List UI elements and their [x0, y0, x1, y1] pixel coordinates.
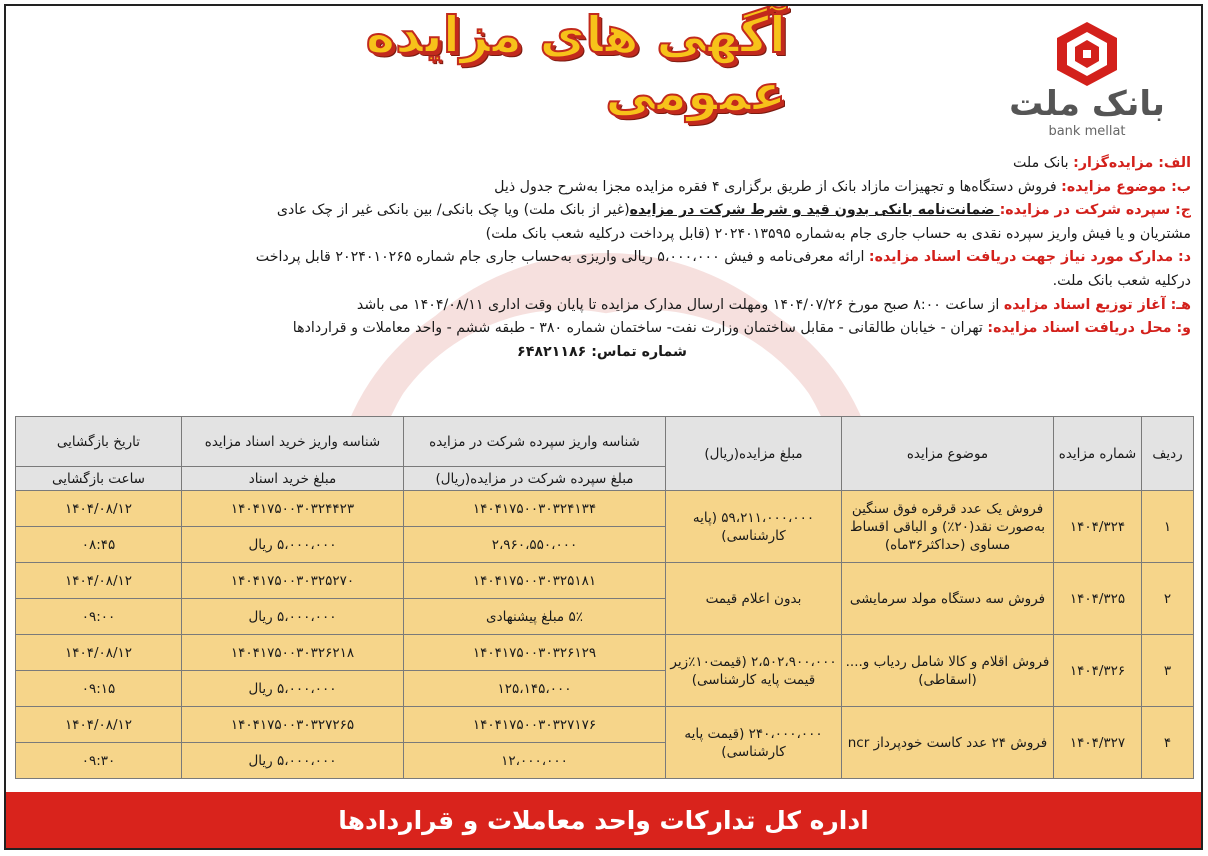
cell-radif: ۳	[1142, 635, 1194, 707]
detail-distribution	[13, 294, 1191, 318]
cell-radif: ۴	[1142, 707, 1194, 779]
cell-deposit-amount: ۵٪ مبلغ پیشنهادی	[404, 599, 666, 635]
documents-label: د: مدارک مورد نیاز جهت دریافت اسناد مزایده:	[868, 249, 1191, 266]
col-header-purchase-amount: مبلغ خرید اسناد	[182, 467, 404, 491]
cell-open-time: ۰۹:۱۵	[16, 671, 182, 707]
detail-deposit-cont	[13, 223, 1191, 247]
footer-banner	[6, 792, 1201, 848]
header	[6, 6, 1201, 148]
documents-value-continued: درکلیه شعب بانک ملت.	[1052, 272, 1191, 289]
deposit-label: ج: سپرده شرکت در مزایده:	[999, 202, 1191, 219]
col-header-open-time: ساعت بازگشایی	[16, 467, 182, 491]
distribution-label: هـ: آغاز توزیع اسناد مزایده	[1003, 296, 1191, 313]
col-header-purchase-id: شناسه واریز خرید اسناد مزایده	[182, 417, 404, 467]
subject-label: ب: موضوع مزایده:	[1061, 178, 1191, 195]
cell-deposit-id: ۱۴۰۴۱۷۵۰۰۳۰۳۲۶۱۲۹	[404, 635, 666, 671]
detail-location	[13, 317, 1191, 341]
documents-value: ارائه معرفی‌نامه و فیش ۵،۰۰۰،۰۰۰ ریالی واریزی به‌حساب جاری جام شماره ۲۰۲۴۰۱۰۲۶۵ قابل پرداخت	[255, 249, 869, 266]
cell-deposit-id: ۱۴۰۴۱۷۵۰۰۳۰۳۲۷۱۷۶	[404, 707, 666, 743]
cell-purchase-id: ۱۴۰۴۱۷۵۰۰۳۰۳۲۷۲۶۵	[182, 707, 404, 743]
bank-mellat-logo-icon	[1053, 20, 1121, 88]
cell-radif: ۱	[1142, 491, 1194, 563]
cell-auction-number: ۱۴۰۴/۳۲۵	[1054, 563, 1142, 635]
cell-open-date: ۱۴۰۴/۰۸/۱۲	[16, 491, 182, 527]
subject-value: فروش دستگاه‌ها و تجهیزات مازاد بانک از طریق برگزاری ۴ فقره مزایده مجزا به‌شرح جدول ذیل	[494, 178, 1062, 195]
cell-open-time: ۰۹:۳۰	[16, 743, 182, 779]
footer-text: اداره کل تدارکات واحد معاملات و قراردادها	[338, 805, 869, 835]
table-row	[16, 707, 1194, 743]
cell-purchase-id: ۱۴۰۴۱۷۵۰۰۳۰۳۲۵۲۷۰	[182, 563, 404, 599]
auction-table	[15, 416, 1194, 779]
cell-subject: فروش یک عدد قرقره فوق سنگین به‌صورت نقد(۲۰٪) و الباقی اقساط مساوی (حداکثر۳۶ماه)	[842, 491, 1054, 563]
table-row	[16, 491, 1194, 527]
detail-deposit	[13, 199, 1191, 223]
col-header-deposit-amount: مبلغ سپرده شرکت در مزایده(ریال)	[404, 467, 666, 491]
cell-purchase-amount: ۵،۰۰۰،۰۰۰ ریال	[182, 599, 404, 635]
cell-open-date: ۱۴۰۴/۰۸/۱۲	[16, 563, 182, 599]
cell-open-time: ۰۹:۰۰	[16, 599, 182, 635]
deposit-value: (غیر از بانک ملت) ویا چک بانکی/ بین بانکی غیر از چک عادی	[276, 202, 630, 219]
logo-text-fa: بانک ملت	[1009, 84, 1165, 124]
cell-deposit-id: ۱۴۰۴۱۷۵۰۰۳۰۳۲۵۱۸۱	[404, 563, 666, 599]
cell-open-time: ۰۸:۴۵	[16, 527, 182, 563]
logo-text-en: bank mellat	[1048, 124, 1126, 139]
cell-auction-number: ۱۴۰۴/۳۲۴	[1054, 491, 1142, 563]
banner	[216, 6, 786, 122]
cell-amount: ۲۴۰،۰۰۰،۰۰۰ (قیمت پایه کارشناسی)	[666, 707, 842, 779]
cell-purchase-id: ۱۴۰۴۱۷۵۰۰۳۰۳۲۶۲۱۸	[182, 635, 404, 671]
cell-subject: فروش سه دستگاه مولد سرمایشی	[842, 563, 1054, 635]
distribution-value: از ساعت ۸:۰۰ صبح مورخ ۱۴۰۴/۰۷/۲۶ ومهلت ارسال مدارک مزایده تا پایان وقت اداری ۱۴۰۴/۰۸/۱۱ می باشد	[356, 296, 1004, 313]
cell-amount: ۵۹،۲۱۱،۰۰۰،۰۰۰ (پایه کارشناسی)	[666, 491, 842, 563]
detail-subject	[13, 176, 1191, 200]
cell-amount: بدون اعلام قیمت	[666, 563, 842, 635]
deposit-emphasis: ضمانت‌نامه بانکی بدون قید و شرط شرکت در مزایده	[629, 202, 1000, 219]
col-header-amount: مبلغ مزایده(ریال)	[666, 417, 842, 491]
cell-deposit-id: ۱۴۰۴۱۷۵۰۰۳۰۳۲۴۱۳۴	[404, 491, 666, 527]
cell-open-date: ۱۴۰۴/۰۸/۱۲	[16, 707, 182, 743]
detail-organizer	[13, 152, 1191, 176]
col-header-radif: ردیف	[1142, 417, 1194, 491]
cell-deposit-amount: ۱۲۵،۱۴۵،۰۰۰	[404, 671, 666, 707]
cell-purchase-amount: ۵،۰۰۰،۰۰۰ ریال	[182, 671, 404, 707]
banner-title: آگهی های مزایده عمومی	[365, 6, 786, 122]
auction-details	[13, 152, 1191, 364]
auction-table-wrap	[16, 416, 1194, 779]
detail-documents	[13, 246, 1191, 270]
deposit-value-continued: مشتریان و یا فیش واریز سپرده نقدی به حساب جاری جام به‌شماره ۲۰۲۴۰۱۳۵۹۵ (قابل پرداخت درکلیه شعب بانک ملت)	[485, 225, 1191, 242]
detail-documents-cont	[13, 270, 1191, 294]
advertisement-frame	[4, 4, 1203, 850]
cell-subject: فروش ۲۴ عدد کاست خودپرداز ncr	[842, 707, 1054, 779]
table-row	[16, 635, 1194, 671]
col-header-open-date: تاریخ بازگشایی	[16, 417, 182, 467]
col-header-auction-number: شماره مزایده	[1054, 417, 1142, 491]
cell-purchase-amount: ۵،۰۰۰،۰۰۰ ریال	[182, 527, 404, 563]
cell-deposit-amount: ۱۲،۰۰۰،۰۰۰	[404, 743, 666, 779]
cell-subject: فروش اقلام و کالا شامل ردیاب و.... (اسقاطی)	[842, 635, 1054, 707]
organizer-value: بانک ملت	[1012, 155, 1074, 171]
bank-logo	[999, 20, 1179, 140]
cell-purchase-id: ۱۴۰۴۱۷۵۰۰۳۰۳۲۴۴۲۳	[182, 491, 404, 527]
location-label: و: محل دریافت اسناد مزایده:	[987, 320, 1191, 337]
cell-amount: ۲،۵۰۲،۹۰۰،۰۰۰ (قیمت۱۰٪زیر قیمت پایه کارشناسی)	[666, 635, 842, 707]
cell-open-date: ۱۴۰۴/۰۸/۱۲	[16, 635, 182, 671]
location-value: تهران - خیابان طالقانی - مقابل ساختمان وزارت نفت- ساختمان شماره ۳۸۰ - طبقه ششم - واحد معاملات و قراردادها	[292, 320, 988, 337]
contact-number: شماره تماس: ۶۴۸۲۱۱۸۶	[517, 343, 687, 360]
cell-purchase-amount: ۵،۰۰۰،۰۰۰ ریال	[182, 743, 404, 779]
cell-deposit-amount: ۲،۹۶۰،۵۵۰،۰۰۰	[404, 527, 666, 563]
cell-radif: ۲	[1142, 563, 1194, 635]
table-row	[16, 563, 1194, 599]
cell-auction-number: ۱۴۰۴/۳۲۷	[1054, 707, 1142, 779]
cell-auction-number: ۱۴۰۴/۳۲۶	[1054, 635, 1142, 707]
col-header-subject: موضوع مزایده	[842, 417, 1054, 491]
col-header-deposit-id: شناسه واریز سپرده شرکت در مزایده	[404, 417, 666, 467]
organizer-label: الف: مزایده‌گزار:	[1073, 155, 1191, 171]
